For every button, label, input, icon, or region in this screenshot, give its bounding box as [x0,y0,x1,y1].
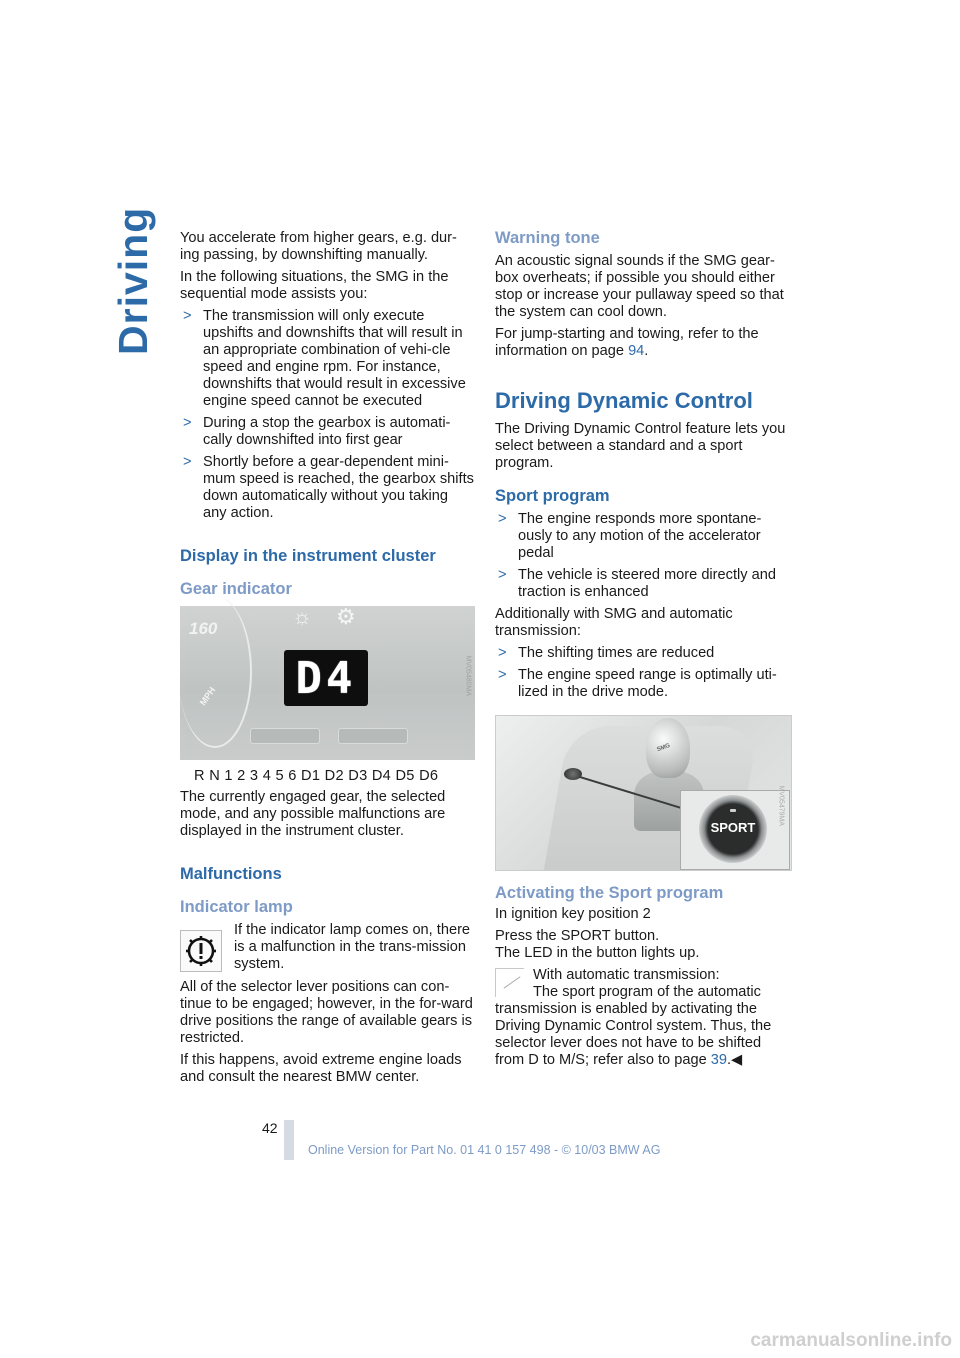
cluster-button [338,728,408,744]
warning-paragraph: An acoustic signal sounds if the SMG gear-box overheats; if possible you should either stop or increase your pullaway speed so that the system can cool down. [495,253,784,320]
bullet-arrow-icon: > [498,645,507,661]
light-icon: ☼ [292,604,313,629]
ddc-paragraph: The Driving Dynamic Control feature lets you select between a standard and a sport program. [495,421,786,471]
sport-list [495,511,790,601]
intro-paragraph-2: In the following situations, the SMG in the sequential mode assists you: [180,269,449,302]
footer-bar [284,1120,294,1160]
list-item: > Shortly before a gear-dependent mini-mum speed is reached, the gearbox shifts down automatically without you taking any action. [183,454,474,521]
malfunction-paragraph-2: If this happens, avoid extreme engine loads and consult the nearest BMW center. [180,1052,462,1085]
list-item: > The transmission will only execute upshifts and downshifts that will result in an appropriate combination of vehi-cle speed and engine rpm. For instance, downshifts that would result in excessive engine speed cannot be executed [183,308,466,409]
cluster-button [250,728,320,744]
gear-positions: R N 1 2 3 4 5 6 D1 D2 D3 D4 D5 D6 [194,768,439,784]
page-link-39[interactable]: 39 [710,1052,727,1068]
heading-activating-sport: Activating the Sport program [495,884,724,902]
mph-label: MPH [197,685,218,708]
note-icon [495,968,524,997]
list-item: > The engine responds more spontane-ously to any motion of the accelerator pedal [498,511,762,561]
speed-label: 160 [189,619,218,638]
heading-warning-tone: Warning tone [495,229,600,247]
bullet-arrow-icon: > [498,667,507,683]
figure-code: MV05480MA [464,655,471,696]
section-title: Driving [110,206,156,355]
heading-display-instrument-cluster: Display in the instrument cluster [180,547,436,565]
gear-display: D4 [284,650,368,706]
smg-assist-list [180,308,475,522]
footer-text: Online Version for Part No. 01 41 0 157 498 - © 10/03 BMW AG [308,1143,661,1157]
heading-malfunctions: Malfunctions [180,865,282,883]
heading-gear-indicator: Gear indicator [180,580,292,598]
note-block [495,967,790,984]
list-item: > The engine speed range is optimally uti-lized in the drive mode. [498,667,777,700]
indicator-lamp-block [180,922,475,973]
malfunction-paragraph: All of the selector lever positions can con-tinue to be engaged; however, in the for-ward drive positions the range of available gears is restricted. [180,979,473,1046]
heading-indicator-lamp: Indicator lamp [180,898,293,916]
activate-step: Press the SPORT button. [495,928,660,944]
page-link-94[interactable]: 94 [628,343,645,359]
sport-paragraph: Additionally with SMG and automatic transmission: [495,606,733,639]
led-icon [730,809,736,812]
gearbox-warning-icon [180,930,222,972]
right-column [495,230,790,1069]
bullet-arrow-icon: > [183,415,192,431]
figure-code: MV05479MA [777,785,784,826]
list-item: > During a stop the gearbox is automati-cally downshifted into first gear [183,415,451,448]
intro-paragraph: You accelerate from higher gears, e.g. dur-ing passing, by downshifting manually. [180,230,457,263]
list-item: > The shifting times are reduced [498,645,715,661]
sport-list-2 [495,645,790,701]
list-item: > The vehicle is steered more directly and traction is enhanced [498,567,776,600]
page-number: 42 [262,1120,278,1136]
note-title: With automatic transmission: [533,967,720,983]
bullet-arrow-icon: > [183,454,192,470]
heading-sport-program: Sport program [495,487,610,505]
heading-driving-dynamic-control: Driving Dynamic Control [495,388,753,413]
bullet-arrow-icon: > [183,308,192,324]
sport-button-small [564,768,582,780]
bullet-arrow-icon: > [498,511,507,527]
left-column [180,230,475,1091]
activate-step: In ignition key position 2 [495,906,651,922]
note-text: The sport program of the automatic transmission is enabled by activating the Driving Dynamic Control system. Thus, the selector lever does not have to be shifted from D to M/S; refer also to page 39.◀ [495,984,772,1068]
gear-knob: SMG [646,718,690,778]
towing-paragraph: For jump-starting and towing, refer to the information on page 94. [495,326,759,359]
bullet-arrow-icon: > [498,567,507,583]
sport-button: SPORT [699,795,767,863]
gear-indicator-figure [180,606,475,760]
indicator-lamp-text: If the indicator lamp comes on, there is a malfunction in the trans-mission system. [234,922,471,972]
gear-paragraph: The currently engaged gear, the selected mode, and any possible malfunctions are displayed in the instrument cluster. [180,789,446,839]
sport-button-figure [495,715,792,871]
activate-step: The LED in the button lights up. [495,945,700,961]
watermark: carmanualsonline.info [750,1330,952,1351]
gear-warning-icon: ⚙ [336,604,356,629]
